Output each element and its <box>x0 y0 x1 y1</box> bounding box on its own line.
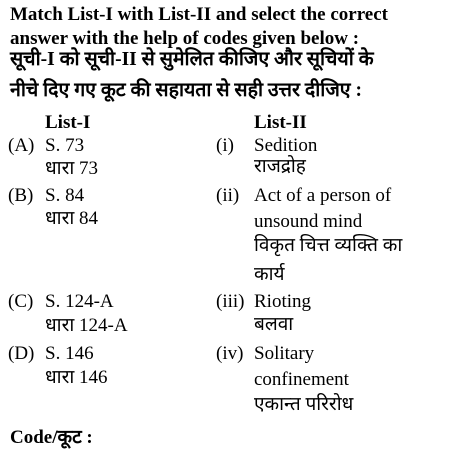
list1-key: (D) <box>8 343 35 364</box>
list1-header: List-I <box>45 112 91 133</box>
list2-key: (iv) <box>216 343 244 364</box>
list2-item-hi: बलवा <box>254 314 294 335</box>
list2-item-en: Sedition <box>254 135 318 156</box>
question-hindi-line-2: नीचे दिए गए कूट की सहायता से सही उत्तर दीजिए : <box>10 80 362 101</box>
list1-item-en: S. 73 <box>45 135 85 156</box>
list2-item-en: Solitary <box>254 343 315 364</box>
question-line-2: answer with the help of codes given below : <box>10 28 360 49</box>
list1-item-en: S. 124-A <box>45 291 114 312</box>
list1-item-hi: धारा 73 <box>45 158 99 179</box>
codes-label: Code/कूट : <box>10 427 93 448</box>
question-line-1: Match List-I with List-II and select the correct <box>10 4 388 25</box>
list2-key: (ii) <box>216 185 240 206</box>
list1-item-en: S. 84 <box>45 185 85 206</box>
list2-item-hi: राजद्रोह <box>254 156 306 177</box>
question-hindi-line-1: सूची-I को सूची-II से सुमेलित कीजिए और सूचियों के <box>10 49 374 70</box>
list2-header: List-II <box>254 112 307 133</box>
list2-item-hi: एकान्त परिरोध <box>254 394 354 415</box>
list2-item-hi: कार्य <box>254 264 285 285</box>
list2-key: (i) <box>216 135 234 156</box>
list1-key: (B) <box>8 185 34 206</box>
list2-item-hi: विकृत चित्त व्यक्ति का <box>254 235 403 256</box>
list2-item-en: Rioting <box>254 291 312 312</box>
list1-item-hi: धारा 124-A <box>45 315 128 336</box>
list2-item-en: Act of a person of <box>254 185 392 206</box>
list2-item-en: unsound mind <box>254 211 363 232</box>
list1-item-hi: धारा 146 <box>45 367 108 388</box>
list2-key: (iii) <box>216 291 245 312</box>
list1-item-en: S. 146 <box>45 343 94 364</box>
list2-item-en: confinement <box>254 369 349 390</box>
list1-key: (C) <box>8 291 34 312</box>
list1-key: (A) <box>8 135 35 156</box>
list1-item-hi: धारा 84 <box>45 208 99 229</box>
